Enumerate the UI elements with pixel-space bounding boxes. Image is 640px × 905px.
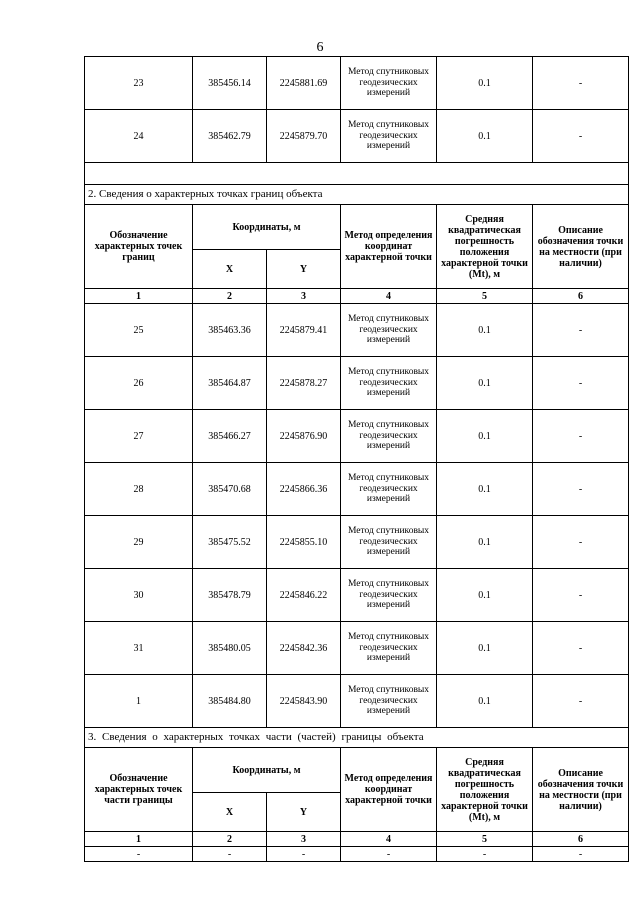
description-cell: -	[533, 410, 629, 463]
accuracy-cell: -	[437, 847, 533, 862]
point-cell: 26	[85, 357, 193, 410]
point-cell: 28	[85, 463, 193, 516]
coordinates-table	[84, 56, 629, 862]
header-method: Метод определения координат характерной точки	[341, 748, 437, 832]
table-row	[85, 569, 629, 622]
y-cell: 2245878.27	[267, 357, 341, 410]
method-cell: Метод спутниковых геодезических измерений	[341, 463, 437, 516]
header-description: Описание обозначения точки на местности (при наличии)	[533, 205, 629, 289]
col-number: 1	[85, 289, 193, 304]
description-cell: -	[533, 463, 629, 516]
accuracy-cell: 0.1	[437, 675, 533, 728]
section2-title: 2. Сведения о характерных точках границ объекта	[85, 185, 629, 205]
method-cell: Метод спутниковых геодезических измерений	[341, 569, 437, 622]
accuracy-cell: 0.1	[437, 110, 533, 163]
x-cell: 385478.79	[193, 569, 267, 622]
x-cell: 385464.87	[193, 357, 267, 410]
x-cell: 385466.27	[193, 410, 267, 463]
x-cell: -	[193, 847, 267, 862]
point-cell: 30	[85, 569, 193, 622]
col-number: 6	[533, 832, 629, 847]
col-number: 6	[533, 289, 629, 304]
empty-cell	[85, 163, 629, 185]
method-cell: Метод спутниковых геодезических измерений	[341, 516, 437, 569]
x-cell: 385456.14	[193, 57, 267, 110]
table-row	[85, 110, 629, 163]
section3-title: 3. Сведения о характерных точках части (частей) границы объекта	[85, 728, 629, 748]
col-number: 2	[193, 832, 267, 847]
section2-rows	[85, 304, 629, 728]
method-cell: Метод спутниковых геодезических измерений	[341, 357, 437, 410]
table-row	[85, 622, 629, 675]
accuracy-cell: 0.1	[437, 516, 533, 569]
header-accuracy: Средняя квадратическая погрешность положения характерной точки (Mt), м	[437, 205, 533, 289]
point-cell: 1	[85, 675, 193, 728]
description-cell: -	[533, 675, 629, 728]
col-number: 2	[193, 289, 267, 304]
header-coords: Координаты, м	[193, 205, 341, 250]
accuracy-cell: 0.1	[437, 569, 533, 622]
section-title-row	[85, 728, 629, 748]
description-cell: -	[533, 357, 629, 410]
section-title-row	[85, 185, 629, 205]
y-cell: 2245866.36	[267, 463, 341, 516]
header-row	[85, 205, 629, 250]
header-x: X	[193, 793, 267, 832]
x-cell: 385470.68	[193, 463, 267, 516]
y-cell: 2245879.41	[267, 304, 341, 357]
description-cell: -	[533, 622, 629, 675]
col-number: 4	[341, 289, 437, 304]
x-cell: 385484.80	[193, 675, 267, 728]
header-x: X	[193, 250, 267, 289]
y-cell: 2245876.90	[267, 410, 341, 463]
col-number: 5	[437, 832, 533, 847]
x-cell: 385480.05	[193, 622, 267, 675]
point-cell: 27	[85, 410, 193, 463]
page-number: 6	[316, 40, 324, 55]
y-cell: 2245843.90	[267, 675, 341, 728]
method-cell: Метод спутниковых геодезических измерений	[341, 675, 437, 728]
column-numbers-row	[85, 832, 629, 847]
table-row	[85, 516, 629, 569]
y-cell: 2245842.36	[267, 622, 341, 675]
header-coords: Координаты, м	[193, 748, 341, 793]
header-description: Описание обозначения точки на местности (при наличии)	[533, 748, 629, 832]
y-cell: -	[267, 847, 341, 862]
point-cell: 29	[85, 516, 193, 569]
method-cell: Метод спутниковых геодезических измерений	[341, 622, 437, 675]
description-cell: -	[533, 516, 629, 569]
col-number: 5	[437, 289, 533, 304]
accuracy-cell: 0.1	[437, 57, 533, 110]
accuracy-cell: 0.1	[437, 622, 533, 675]
point-cell: 31	[85, 622, 193, 675]
header-y: Y	[267, 250, 341, 289]
table-row	[85, 304, 629, 357]
col-number: 4	[341, 832, 437, 847]
accuracy-cell: 0.1	[437, 410, 533, 463]
table-row	[85, 357, 629, 410]
header-accuracy: Средняя квадратическая погрешность положения характерной точки (Mt), м	[437, 748, 533, 832]
method-cell: Метод спутниковых геодезических измерений	[341, 410, 437, 463]
point-cell: 25	[85, 304, 193, 357]
y-cell: 2245846.22	[267, 569, 341, 622]
x-cell: 385463.36	[193, 304, 267, 357]
y-cell: 2245881.69	[267, 57, 341, 110]
header-point: Обозначение характерных точек части границы	[85, 748, 193, 832]
y-cell: 2245879.70	[267, 110, 341, 163]
point-cell: 24	[85, 110, 193, 163]
accuracy-cell: 0.1	[437, 463, 533, 516]
x-cell: 385475.52	[193, 516, 267, 569]
header-row	[85, 748, 629, 793]
table-row	[85, 463, 629, 516]
table-row	[85, 410, 629, 463]
accuracy-cell: 0.1	[437, 357, 533, 410]
col-number: 1	[85, 832, 193, 847]
method-cell: Метод спутниковых геодезических измерений	[341, 57, 437, 110]
header-y: Y	[267, 793, 341, 832]
point-cell: -	[85, 847, 193, 862]
method-cell: Метод спутниковых геодезических измерений	[341, 304, 437, 357]
description-cell: -	[533, 57, 629, 110]
description-cell: -	[533, 304, 629, 357]
col-number: 3	[267, 289, 341, 304]
x-cell: 385462.79	[193, 110, 267, 163]
header-point: Обозначение характерных точек границ	[85, 205, 193, 289]
description-cell: -	[533, 569, 629, 622]
table-row	[85, 57, 629, 110]
column-numbers-row	[85, 289, 629, 304]
col-number: 3	[267, 832, 341, 847]
accuracy-cell: 0.1	[437, 304, 533, 357]
point-cell: 23	[85, 57, 193, 110]
table-row	[85, 675, 629, 728]
description-cell: -	[533, 847, 629, 862]
method-cell: -	[341, 847, 437, 862]
description-cell: -	[533, 110, 629, 163]
table-row	[85, 847, 629, 862]
method-cell: Метод спутниковых геодезических измерений	[341, 110, 437, 163]
header-method: Метод определения координат характерной точки	[341, 205, 437, 289]
empty-row	[85, 163, 629, 185]
y-cell: 2245855.10	[267, 516, 341, 569]
